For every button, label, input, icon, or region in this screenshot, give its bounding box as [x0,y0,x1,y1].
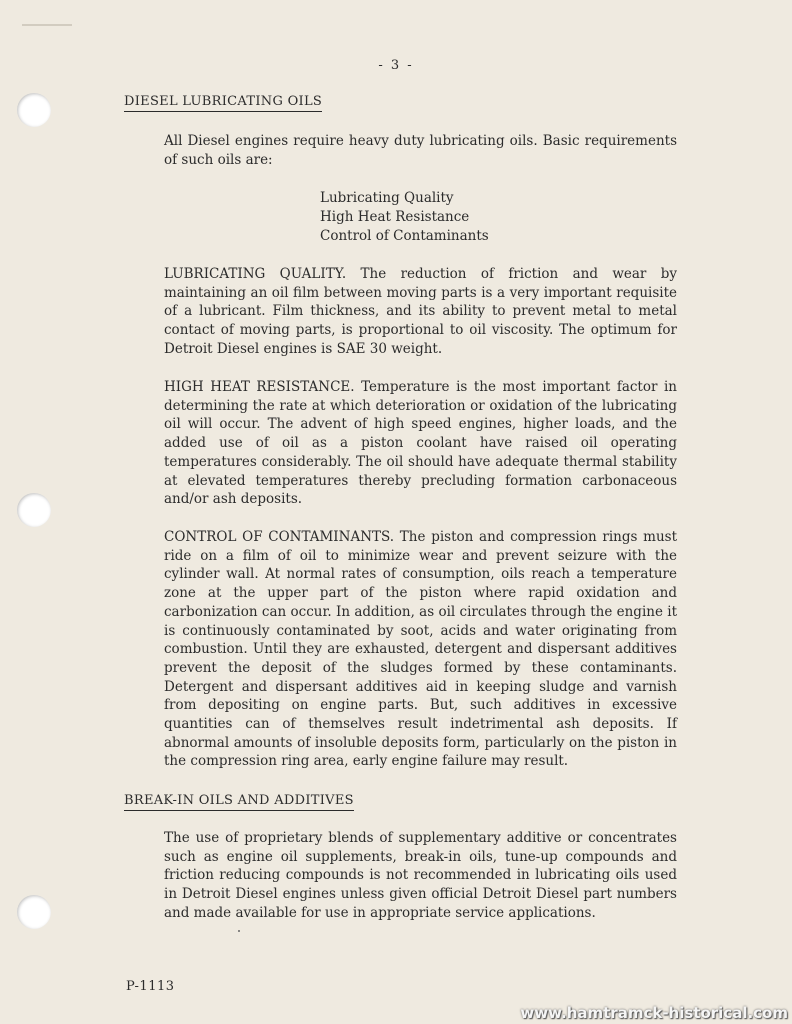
paragraph-lubricating-quality: LUBRICATING QUALITY. The reduction of friction and wear by maintaining an oil film between moving parts is a very important requisite of a lubricant. Film thickness, and its ability to prevent metal to metal contact of moving parts, is proportional to oil viscosity. The optimum for Detroit Diesel engines is SAE 30 weight. [164,266,677,357]
requirement-item: High Heat Resistance [320,209,470,225]
section-heading-break-in: BREAK-IN OILS AND ADDITIVES [124,793,354,811]
staple-mark [22,24,72,26]
punch-hole-middle [17,493,51,527]
paragraph-high-heat-resistance: HIGH HEAT RESISTANCE. Temperature is the most important factor in determining the rate at which deterioration or oxidation of the lubricating oil will occur. The advent of high speed engines, higher loads, and the added use of oil as a piston coolant have raised oil operating temperatures considerably. The oil should have adequate thermal stability at elevated temperatures thereby precluding formation carbonaceous and/or ash deposits. [164,379,677,508]
document-code: P-1113 [126,979,175,994]
punch-hole-bottom [17,895,51,929]
paragraph-control-contaminants: CONTROL OF CONTAMINANTS. The piston and compression rings must ride on a film of oil to minimize wear and prevent seizure with the cylinder wall. At normal rates of consumption, oils reach a temperature zone at the upper part of the piston where rapid oxidation and carbonization can occur. In addition, as oil circulates through the engine it is continuously contaminated by soot, acids and water originating from combustion. Until they are exhausted, detergent and dispersant additives prevent the deposit of the sludges formed by these contaminants. Detergent and dispersant additives aid in keeping sludge and varnish from depositing on engine parts. But, such additives in excessive quantities can of themselves result indetrimental ash deposits. If abnormal amounts of insoluble deposits form, particularly on the piston in the compression ring area, early engine failure may result. [164,529,677,770]
requirements-list [320,189,489,246]
requirement-item: Control of Contaminants [320,228,489,244]
requirement-item: Lubricating Quality [320,190,454,206]
intro-paragraph: All Diesel engines require heavy duty lubricating oils. Basic requirements of such oils are: [164,133,677,168]
page-number: - 3 - [378,58,414,73]
punch-hole-top [17,93,51,127]
paragraph-break-in: The use of proprietary blends of supplementary additive or concentrates such as engine oil supplements, break-in oils, tune-up compounds and friction reducing compounds is not recommended in lubricating oils used in Detroit Diesel engines unless given official Detroit Diesel part numbers and made available for use in appropriate service applications. [164,830,677,921]
section-heading-diesel-oils: DIESEL LUBRICATING OILS [124,94,322,112]
watermark: www.hamtramck-historical.com [520,1004,788,1022]
speck [238,930,240,932]
